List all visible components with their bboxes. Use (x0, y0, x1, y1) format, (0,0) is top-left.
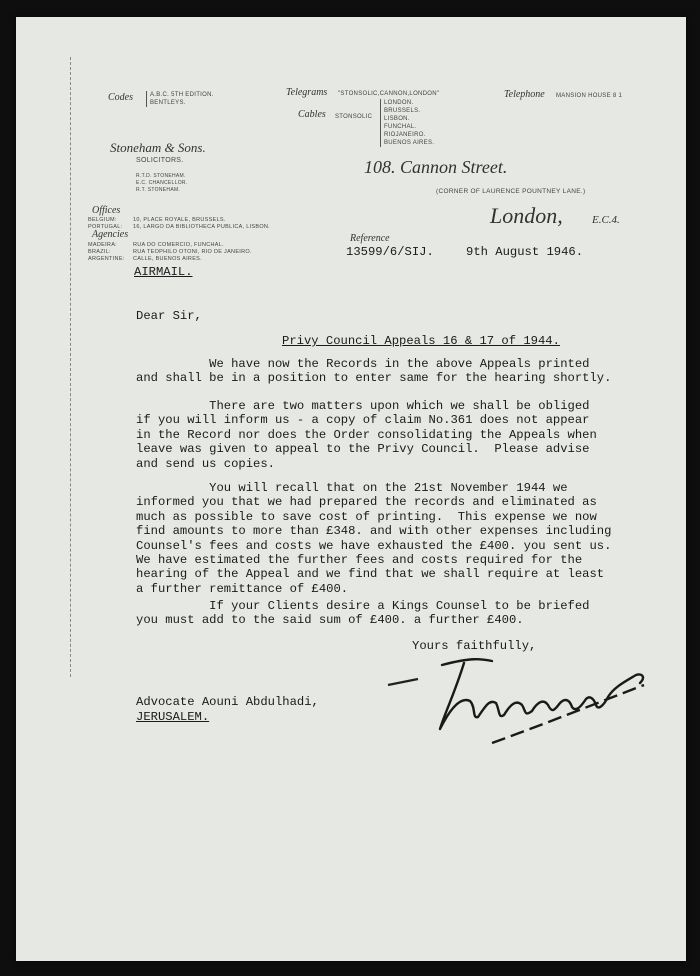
agencies-list (88, 242, 252, 263)
telegrams-label: Telegrams (286, 87, 328, 98)
signature (382, 645, 652, 755)
agency-country: BRAZIL: (88, 249, 111, 255)
cable-city: FUNCHAL. (384, 124, 417, 130)
partner-name: R.T.D. STONEHAM. (136, 173, 186, 179)
reference-number: 13599/6/SIJ. (346, 245, 434, 259)
fold-mark (70, 57, 71, 677)
cable-city: BUENOS AIRES. (384, 140, 435, 146)
cable-city: RIOJANEIRO. (384, 132, 426, 138)
agency-address: RUA TEOPHILO OTONI, RIO DE JANEIRO. (133, 249, 252, 255)
reference-label: Reference (350, 233, 390, 244)
paragraph: If your Clients desire a Kings Counsel to be briefed you must add to the said sum of £400. a further £400. (136, 599, 590, 628)
codes-label: Codes (108, 92, 133, 103)
address-street: 108. Cannon Street. (364, 157, 508, 177)
codes-list (146, 91, 214, 107)
agency-country: MADEIRA: (88, 242, 117, 248)
address-postcode: E.C.4. (592, 214, 620, 226)
agency-address: CALLE, BUENOS AIRES. (133, 256, 202, 262)
recipient-city: JERUSALEM. (136, 710, 210, 724)
office-row (88, 217, 270, 224)
cables-cities (380, 99, 434, 147)
agency-address: RUA DO COMERCIO, FUNCHAL. (133, 242, 224, 248)
partners-list (136, 173, 187, 194)
cables-label: Cables (298, 109, 326, 120)
address-corner: (CORNER OF LAURENCE POUNTNEY LANE.) (436, 188, 586, 195)
letter-page (16, 17, 686, 961)
address-city: London, (490, 203, 563, 228)
office-address: 16, LARGO DA BIBLIOTHECA PUBLICA, LISBON. (133, 224, 271, 230)
subject-line: Privy Council Appeals 16 & 17 of 1944. (282, 334, 560, 348)
paragraph: We have now the Records in the above Appeals printed and shall be in a position to enter same for the hearing shortly. (136, 357, 612, 386)
cable-city: LISBON. (384, 116, 410, 122)
letter-date: 9th August 1946. (466, 245, 584, 259)
cable-city: BRUSSELS. (384, 108, 421, 114)
cable-city: LONDON. (384, 100, 414, 106)
office-country: PORTUGAL: (88, 224, 123, 230)
codes-item: A.B.C. 5TH EDITION. (150, 92, 214, 98)
closing: Yours faithfully, (412, 639, 537, 653)
telegrams-value: "STONSOLIC,CANNON,LONDON" (338, 91, 440, 97)
cables-code: STONSOLIC (335, 114, 373, 120)
recipient-name: Advocate Aouni Abdulhadi, (136, 695, 319, 709)
telephone-value: MANSION HOUSE 8 1 (556, 93, 623, 99)
airmail-mark: AIRMAIL. (134, 265, 193, 279)
agency-row (88, 249, 252, 256)
offices-label: Offices (92, 205, 121, 216)
paragraph: There are two matters upon which we shall be obliged if you will inform us - a copy of claim No.361 does not appear in the Record nor does the Order consolidating the Appeals when leave was given to appeal to the Privy Council. Please advise and send us copies. (136, 399, 597, 471)
salutation: Dear Sir, (136, 309, 202, 323)
office-country: BELGIUM: (88, 217, 117, 223)
firm-name: Stoneham & Sons. (110, 140, 206, 155)
agency-row (88, 242, 252, 249)
agency-row (88, 256, 252, 263)
telephone-label: Telephone (504, 89, 545, 100)
agencies-label: Agencies (92, 229, 129, 240)
firm-subtitle: SOLICITORS. (136, 157, 184, 164)
office-address: 10, PLACE ROYALE, BRUSSELS. (133, 217, 226, 223)
codes-item: BENTLEYS. (150, 100, 186, 106)
agency-country: ARGENTINE: (88, 256, 125, 262)
partner-name: R.T. STONEHAM. (136, 187, 181, 193)
partner-name: E.C. CHANCELLOR. (136, 180, 188, 186)
paragraph: You will recall that on the 21st November 1944 we informed you that we had prepared the records and eliminated as much as possible to save cost of printing. This expense we now find amounts to more than £348. and with other expenses including Counsel's fees and costs we have exhausted the £400. you sent us. We have estimated the further fees and costs required for the hearing of the Appeal and we find that we shall require at least a further remittance of £400. (136, 481, 612, 596)
